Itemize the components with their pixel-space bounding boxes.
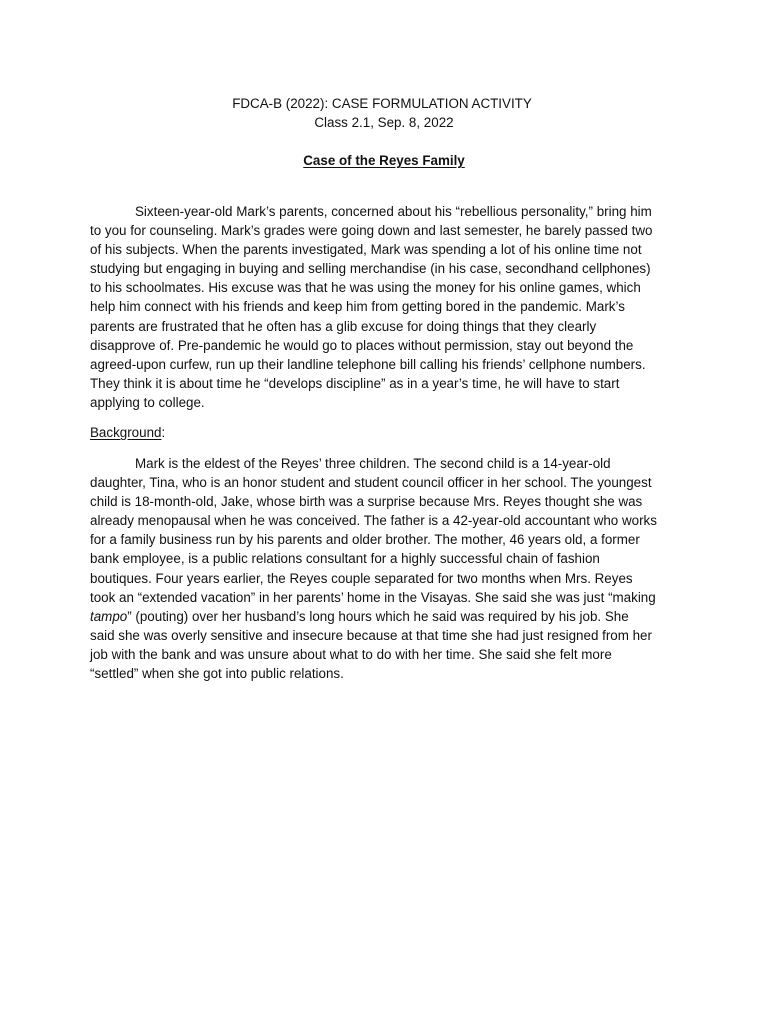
- header-course-title: FDCA-B (2022): CASE FORMULATION ACTIVITY: [232, 96, 532, 111]
- paragraph-line: help him connect with his friends and keep him from getting bored in the pandemic. Mark’s: [90, 299, 625, 315]
- paragraph-line: boutiques. Four years earlier, the Reyes couple separated for two months when Mrs. Reyes: [90, 570, 633, 586]
- paragraph-line: “settled” when she got into public relations.: [90, 666, 344, 682]
- intro-paragraph: [90, 202, 690, 412]
- paragraph-line: bank employee, is a public relations consultant for a highly successful chain of fashion: [90, 551, 600, 567]
- paragraph-line: Mark is the eldest of the Reyes’ three children. The second child is a 14-year-old: [135, 456, 611, 471]
- paragraph-line: child is 18-month-old, Jake, whose birth was a surprise because Mrs. Reyes thought she was: [90, 494, 643, 510]
- paragraph-line: to his schoolmates. His excuse was that he was using the money for his online games, which: [90, 280, 641, 296]
- case-title: Case of the Reyes Family: [303, 153, 465, 168]
- paragraph-line-italic: [90, 607, 690, 626]
- paragraph-line: They think it is about time he “develops discipline” as in a year’s time, he will have to start: [90, 375, 620, 391]
- paragraph-line: took an “extended vacation” in her parents’ home in the Visayas. She said she was just “making: [90, 589, 656, 605]
- paragraph-line: for a family business run by his parents and older brother. The mother, 46 years old, a former: [90, 532, 640, 548]
- paragraph-line: studying but engaging in buying and selling merchandise (in his case, secondhand cellphones): [90, 261, 651, 277]
- paragraph-line: job with the bank and was unsure about what to do with her time. She said she felt more: [90, 646, 612, 662]
- header-class-date: Class 2.1, Sep. 8, 2022: [314, 115, 454, 130]
- background-paragraph: [90, 454, 690, 683]
- italic-line-rest: ” (pouting) over her husband’s long hours which he said was required by his job. She: [127, 608, 629, 624]
- background-heading-label: Background: [90, 425, 162, 440]
- background-heading: [90, 423, 165, 442]
- paragraph-line: to you for counseling. Mark’s grades were going down and last semester, he barely passed two: [90, 223, 653, 239]
- paragraph-line: daughter, Tina, who is an honor student and student council officer in her school. The youngest: [90, 475, 652, 491]
- paragraph-line: said she was overly sensitive and insecure because at that time she had just resigned from her: [90, 627, 652, 643]
- paragraph-line: parents are frustrated that he often has a glib excuse for doing things that they clearly: [90, 318, 597, 334]
- paragraph-line: Sixteen-year-old Mark’s parents, concerned about his “rebellious personality,” bring him: [135, 204, 652, 219]
- italic-term: tampo: [90, 608, 128, 624]
- background-heading-colon: :: [161, 425, 166, 440]
- paragraph-line: already menopausal when he was conceived. The father is a 42-year-old accountant who works: [90, 513, 657, 529]
- paragraph-line: of his subjects. When the parents investigated, Mark was spending a lot of his online time not: [90, 242, 642, 258]
- paragraph-line: agreed-upon curfew, run up their landline telephone bill calling his friends’ cellphone numbers.: [90, 356, 646, 372]
- paragraph-line: disapprove of. Pre-pandemic he would go to places without permission, stay out beyond the: [90, 337, 634, 353]
- paragraph-line: applying to college.: [90, 394, 205, 410]
